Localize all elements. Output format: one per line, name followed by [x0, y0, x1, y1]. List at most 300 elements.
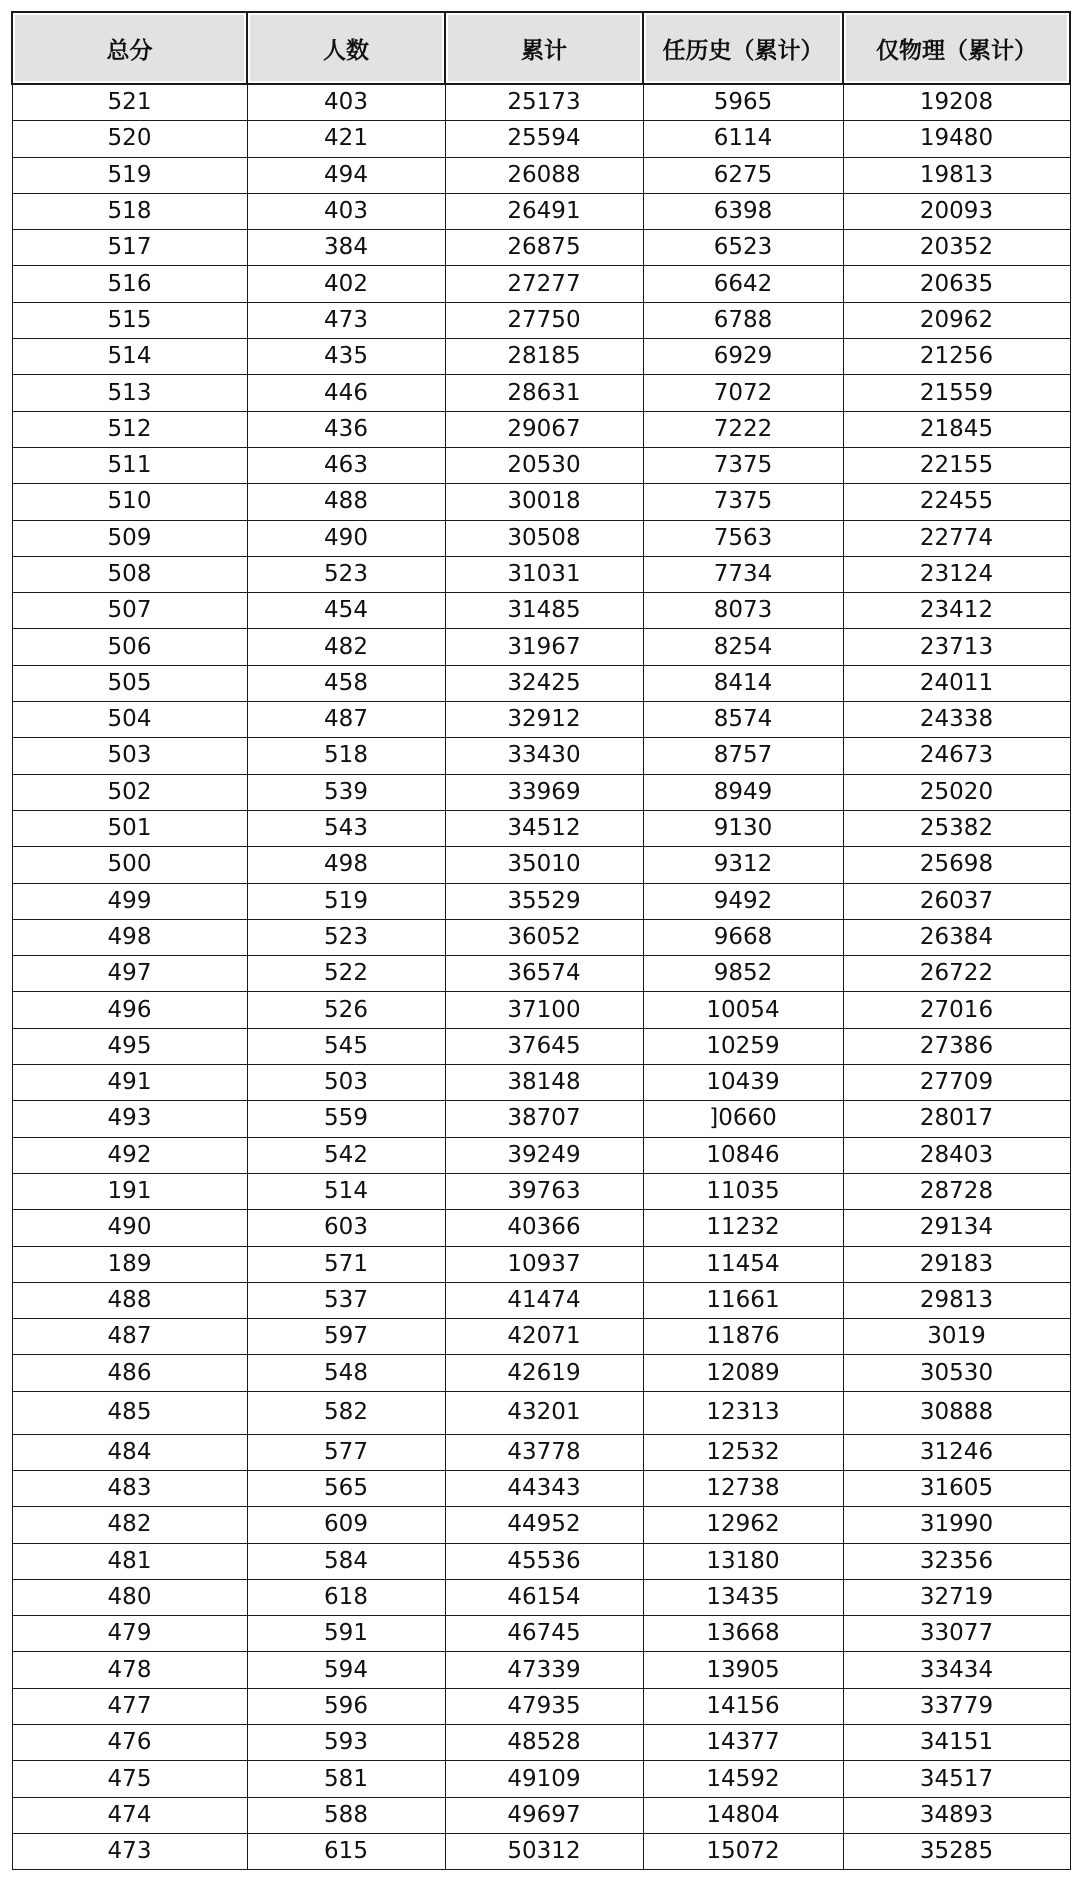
table-row [12, 593, 1070, 629]
table-row [12, 302, 1070, 338]
cell-total-score: 473 [12, 1833, 247, 1869]
cell-count: 526 [247, 992, 445, 1028]
cell-cumulative: 26875 [445, 230, 643, 266]
table-row [12, 1434, 1070, 1470]
table-row [12, 1761, 1070, 1797]
cell-count: 615 [247, 1833, 445, 1869]
table-row [12, 883, 1070, 919]
table-row [12, 1065, 1070, 1101]
table-row [12, 992, 1070, 1028]
cell-count: 577 [247, 1434, 445, 1470]
cell-cumulative: 27277 [445, 266, 643, 302]
cell-physics-cumulative: 23124 [843, 556, 1070, 592]
cell-history-cumulative: 7222 [643, 411, 843, 447]
table-row [12, 1652, 1070, 1688]
cell-count: 435 [247, 339, 445, 375]
cell-total-score: 509 [12, 520, 247, 556]
cell-count: 571 [247, 1246, 445, 1282]
cell-total-score: 503 [12, 738, 247, 774]
cell-cumulative: 38707 [445, 1101, 643, 1137]
cell-total-score: 506 [12, 629, 247, 665]
cell-total-score: 485 [12, 1391, 247, 1434]
cell-count: 403 [247, 193, 445, 229]
cell-history-cumulative: 9130 [643, 810, 843, 846]
cell-cumulative: 46154 [445, 1579, 643, 1615]
cell-history-cumulative: 8949 [643, 774, 843, 810]
cell-total-score: 510 [12, 484, 247, 520]
cell-physics-cumulative: 19208 [843, 84, 1070, 121]
cell-count: 522 [247, 956, 445, 992]
cell-history-cumulative: 8757 [643, 738, 843, 774]
table-row [12, 665, 1070, 701]
cell-count: 402 [247, 266, 445, 302]
cell-cumulative: 35529 [445, 883, 643, 919]
cell-cumulative: 43778 [445, 1434, 643, 1470]
cell-physics-cumulative: 27386 [843, 1028, 1070, 1064]
cell-physics-cumulative: 29183 [843, 1246, 1070, 1282]
cell-physics-cumulative: 24673 [843, 738, 1070, 774]
cell-count: 539 [247, 774, 445, 810]
cell-cumulative: 33430 [445, 738, 643, 774]
cell-history-cumulative: 12738 [643, 1470, 843, 1506]
cell-cumulative: 36574 [445, 956, 643, 992]
cell-total-score: 492 [12, 1137, 247, 1173]
table-row [12, 484, 1070, 520]
cell-physics-cumulative: 28728 [843, 1173, 1070, 1209]
cell-cumulative: 31031 [445, 556, 643, 592]
cell-cumulative: 42619 [445, 1355, 643, 1391]
cell-history-cumulative: 6523 [643, 230, 843, 266]
table-row [12, 1319, 1070, 1355]
cell-history-cumulative: 14377 [643, 1725, 843, 1761]
cell-cumulative: 48528 [445, 1725, 643, 1761]
cell-physics-cumulative: 27709 [843, 1065, 1070, 1101]
cell-physics-cumulative: 19813 [843, 157, 1070, 193]
cell-cumulative: 31967 [445, 629, 643, 665]
table-row [12, 1616, 1070, 1652]
table-row [12, 1101, 1070, 1137]
cell-history-cumulative: 11454 [643, 1246, 843, 1282]
cell-total-score: 517 [12, 230, 247, 266]
cell-cumulative: 32425 [445, 665, 643, 701]
cell-total-score: 515 [12, 302, 247, 338]
table-row [12, 84, 1070, 121]
table-row [12, 1391, 1070, 1434]
cell-total-score: 502 [12, 774, 247, 810]
cell-total-score: 504 [12, 702, 247, 738]
cell-history-cumulative: 7563 [643, 520, 843, 556]
cell-count: 588 [247, 1797, 445, 1833]
cell-physics-cumulative: 21845 [843, 411, 1070, 447]
cell-count: 548 [247, 1355, 445, 1391]
table-row [12, 847, 1070, 883]
cell-total-score: 498 [12, 919, 247, 955]
cell-cumulative: 36052 [445, 919, 643, 955]
cell-count: 482 [247, 629, 445, 665]
cell-cumulative: 42071 [445, 1319, 643, 1355]
table-row [12, 556, 1070, 592]
cell-physics-cumulative: 29134 [843, 1210, 1070, 1246]
cell-physics-cumulative: 34517 [843, 1761, 1070, 1797]
table-row [12, 1797, 1070, 1833]
cell-count: 518 [247, 738, 445, 774]
cell-total-score: 476 [12, 1725, 247, 1761]
cell-count: 591 [247, 1616, 445, 1652]
cell-history-cumulative: 6642 [643, 266, 843, 302]
cell-cumulative: 39249 [445, 1137, 643, 1173]
cell-physics-cumulative: 20352 [843, 230, 1070, 266]
cell-cumulative: 20530 [445, 447, 643, 483]
cell-cumulative: 47935 [445, 1688, 643, 1724]
table-row [12, 629, 1070, 665]
cell-total-score: 513 [12, 375, 247, 411]
cell-cumulative: 32912 [445, 702, 643, 738]
cell-total-score: 514 [12, 339, 247, 375]
cell-history-cumulative: 9492 [643, 883, 843, 919]
table-row [12, 1282, 1070, 1318]
cell-cumulative: 28185 [445, 339, 643, 375]
table-row [12, 339, 1070, 375]
cell-count: 436 [247, 411, 445, 447]
cell-cumulative: 40366 [445, 1210, 643, 1246]
cell-total-score: 496 [12, 992, 247, 1028]
cell-cumulative: 27750 [445, 302, 643, 338]
cell-count: 542 [247, 1137, 445, 1173]
cell-physics-cumulative: 30888 [843, 1391, 1070, 1434]
cell-physics-cumulative: 24011 [843, 665, 1070, 701]
table-row [12, 121, 1070, 157]
cell-total-score: 477 [12, 1688, 247, 1724]
cell-physics-cumulative: 31605 [843, 1470, 1070, 1506]
cell-physics-cumulative: 20093 [843, 193, 1070, 229]
table-row [12, 375, 1070, 411]
cell-physics-cumulative: 21559 [843, 375, 1070, 411]
cell-cumulative: 28631 [445, 375, 643, 411]
cell-count: 581 [247, 1761, 445, 1797]
table-row [12, 1137, 1070, 1173]
cell-total-score: 474 [12, 1797, 247, 1833]
cell-physics-cumulative: 19480 [843, 121, 1070, 157]
cell-cumulative: 26088 [445, 157, 643, 193]
cell-physics-cumulative: 33434 [843, 1652, 1070, 1688]
cell-physics-cumulative: 32719 [843, 1579, 1070, 1615]
cell-cumulative: 46745 [445, 1616, 643, 1652]
cell-count: 584 [247, 1543, 445, 1579]
cell-history-cumulative: 12962 [643, 1507, 843, 1543]
cell-physics-cumulative: 22455 [843, 484, 1070, 520]
cell-total-score: 491 [12, 1065, 247, 1101]
cell-count: 421 [247, 121, 445, 157]
cell-count: 594 [247, 1652, 445, 1688]
table-row [12, 447, 1070, 483]
cell-cumulative: 29067 [445, 411, 643, 447]
cell-count: 603 [247, 1210, 445, 1246]
cell-count: 463 [247, 447, 445, 483]
cell-total-score: 478 [12, 1652, 247, 1688]
cell-physics-cumulative: 29813 [843, 1282, 1070, 1318]
table-row [12, 702, 1070, 738]
cell-count: 596 [247, 1688, 445, 1724]
cell-history-cumulative: 15072 [643, 1833, 843, 1869]
cell-history-cumulative: 13668 [643, 1616, 843, 1652]
cell-count: 473 [247, 302, 445, 338]
cell-history-cumulative: 6275 [643, 157, 843, 193]
cell-total-score: 495 [12, 1028, 247, 1064]
table-row [12, 919, 1070, 955]
cell-history-cumulative: 11232 [643, 1210, 843, 1246]
cell-total-score: 484 [12, 1434, 247, 1470]
cell-physics-cumulative: 28403 [843, 1137, 1070, 1173]
cell-history-cumulative: 6398 [643, 193, 843, 229]
table-row [12, 1725, 1070, 1761]
cell-physics-cumulative: 25698 [843, 847, 1070, 883]
cell-count: 446 [247, 375, 445, 411]
cell-physics-cumulative: 31990 [843, 1507, 1070, 1543]
cell-history-cumulative: 9668 [643, 919, 843, 955]
cell-total-score: 505 [12, 665, 247, 701]
cell-count: 565 [247, 1470, 445, 1506]
cell-total-score: 497 [12, 956, 247, 992]
cell-total-score: 487 [12, 1319, 247, 1355]
table-row [12, 1028, 1070, 1064]
cell-physics-cumulative: 33077 [843, 1616, 1070, 1652]
table-row [12, 1579, 1070, 1615]
table-row [12, 738, 1070, 774]
cell-total-score: 516 [12, 266, 247, 302]
cell-total-score: 493 [12, 1101, 247, 1137]
cell-physics-cumulative: 21256 [843, 339, 1070, 375]
cell-physics-cumulative: 26037 [843, 883, 1070, 919]
cell-history-cumulative: 9852 [643, 956, 843, 992]
table-row [12, 1355, 1070, 1391]
cell-cumulative: 25594 [445, 121, 643, 157]
cell-history-cumulative: 14156 [643, 1688, 843, 1724]
cell-count: 494 [247, 157, 445, 193]
cell-history-cumulative: ]0660 [643, 1101, 843, 1137]
cell-history-cumulative: 6929 [643, 339, 843, 375]
cell-history-cumulative: 13905 [643, 1652, 843, 1688]
cell-history-cumulative: 10846 [643, 1137, 843, 1173]
cell-cumulative: 50312 [445, 1833, 643, 1869]
header-cumulative: 累计 [445, 12, 643, 84]
cell-total-score: 189 [12, 1246, 247, 1282]
cell-total-score: 479 [12, 1616, 247, 1652]
cell-cumulative: 37645 [445, 1028, 643, 1064]
cell-cumulative: 26491 [445, 193, 643, 229]
cell-physics-cumulative: 31246 [843, 1434, 1070, 1470]
cell-history-cumulative: 10439 [643, 1065, 843, 1101]
cell-history-cumulative: 13435 [643, 1579, 843, 1615]
cell-count: 490 [247, 520, 445, 556]
cell-count: 519 [247, 883, 445, 919]
cell-physics-cumulative: 34151 [843, 1725, 1070, 1761]
table-row [12, 1246, 1070, 1282]
cell-history-cumulative: 10259 [643, 1028, 843, 1064]
cell-total-score: 518 [12, 193, 247, 229]
cell-count: 514 [247, 1173, 445, 1209]
table-body [12, 84, 1070, 1870]
cell-count: 593 [247, 1725, 445, 1761]
cell-physics-cumulative: 32356 [843, 1543, 1070, 1579]
cell-history-cumulative: 12532 [643, 1434, 843, 1470]
cell-physics-cumulative: 20962 [843, 302, 1070, 338]
cell-physics-cumulative: 28017 [843, 1101, 1070, 1137]
cell-count: 487 [247, 702, 445, 738]
cell-cumulative: 38148 [445, 1065, 643, 1101]
cell-physics-cumulative: 26384 [843, 919, 1070, 955]
cell-physics-cumulative: 23713 [843, 629, 1070, 665]
cell-history-cumulative: 13180 [643, 1543, 843, 1579]
header-physics-cumulative: 仅物理（累计） [843, 12, 1070, 84]
cell-total-score: 483 [12, 1470, 247, 1506]
cell-physics-cumulative: 25382 [843, 810, 1070, 846]
cell-count: 618 [247, 1579, 445, 1615]
cell-cumulative: 30508 [445, 520, 643, 556]
cell-count: 597 [247, 1319, 445, 1355]
cell-count: 523 [247, 919, 445, 955]
table-row [12, 230, 1070, 266]
cell-total-score: 480 [12, 1579, 247, 1615]
table-row [12, 157, 1070, 193]
header-history-cumulative: 任历史（累计） [643, 12, 843, 84]
cell-cumulative: 34512 [445, 810, 643, 846]
cell-physics-cumulative: 24338 [843, 702, 1070, 738]
cell-count: 498 [247, 847, 445, 883]
cell-cumulative: 37100 [445, 992, 643, 1028]
cell-count: 458 [247, 665, 445, 701]
table-header [12, 12, 1070, 84]
cell-total-score: 519 [12, 157, 247, 193]
table-row [12, 1688, 1070, 1724]
cell-physics-cumulative: 26722 [843, 956, 1070, 992]
table-row [12, 1507, 1070, 1543]
cell-cumulative: 49109 [445, 1761, 643, 1797]
cell-cumulative: 25173 [445, 84, 643, 121]
cell-total-score: 488 [12, 1282, 247, 1318]
cell-cumulative: 30018 [445, 484, 643, 520]
cell-total-score: 499 [12, 883, 247, 919]
cell-cumulative: 44343 [445, 1470, 643, 1506]
cell-cumulative: 44952 [445, 1507, 643, 1543]
table-row [12, 1210, 1070, 1246]
cell-history-cumulative: 8574 [643, 702, 843, 738]
cell-history-cumulative: 7734 [643, 556, 843, 592]
cell-cumulative: 10937 [445, 1246, 643, 1282]
cell-history-cumulative: 8254 [643, 629, 843, 665]
table-row [12, 520, 1070, 556]
table-row [12, 411, 1070, 447]
cell-physics-cumulative: 25020 [843, 774, 1070, 810]
cell-total-score: 486 [12, 1355, 247, 1391]
cell-physics-cumulative: 27016 [843, 992, 1070, 1028]
table-row [12, 1470, 1070, 1506]
cell-count: 403 [247, 84, 445, 121]
cell-physics-cumulative: 35285 [843, 1833, 1070, 1869]
header-row [12, 12, 1070, 84]
cell-count: 503 [247, 1065, 445, 1101]
score-table [11, 11, 1071, 1870]
cell-total-score: 512 [12, 411, 247, 447]
header-total-score: 总分 [12, 12, 247, 84]
cell-physics-cumulative: 22774 [843, 520, 1070, 556]
table-row [12, 193, 1070, 229]
cell-history-cumulative: 9312 [643, 847, 843, 883]
cell-cumulative: 47339 [445, 1652, 643, 1688]
cell-total-score: 511 [12, 447, 247, 483]
cell-history-cumulative: 12313 [643, 1391, 843, 1434]
cell-history-cumulative: 5965 [643, 84, 843, 121]
cell-count: 537 [247, 1282, 445, 1318]
table-row [12, 810, 1070, 846]
cell-cumulative: 39763 [445, 1173, 643, 1209]
cell-history-cumulative: 7375 [643, 447, 843, 483]
cell-history-cumulative: 11035 [643, 1173, 843, 1209]
cell-count: 559 [247, 1101, 445, 1137]
cell-cumulative: 41474 [445, 1282, 643, 1318]
cell-total-score: 482 [12, 1507, 247, 1543]
cell-cumulative: 35010 [445, 847, 643, 883]
cell-cumulative: 43201 [445, 1391, 643, 1434]
cell-count: 543 [247, 810, 445, 846]
cell-count: 545 [247, 1028, 445, 1064]
cell-history-cumulative: 7375 [643, 484, 843, 520]
cell-history-cumulative: 14592 [643, 1761, 843, 1797]
cell-physics-cumulative: 23412 [843, 593, 1070, 629]
cell-physics-cumulative: 3019 [843, 1319, 1070, 1355]
cell-total-score: 500 [12, 847, 247, 883]
table-row [12, 1173, 1070, 1209]
cell-count: 582 [247, 1391, 445, 1434]
cell-total-score: 501 [12, 810, 247, 846]
cell-history-cumulative: 11876 [643, 1319, 843, 1355]
cell-history-cumulative: 12089 [643, 1355, 843, 1391]
cell-history-cumulative: 7072 [643, 375, 843, 411]
table-row [12, 1543, 1070, 1579]
cell-total-score: 508 [12, 556, 247, 592]
cell-cumulative: 45536 [445, 1543, 643, 1579]
table-row [12, 774, 1070, 810]
cell-history-cumulative: 14804 [643, 1797, 843, 1833]
cell-total-score: 191 [12, 1173, 247, 1209]
cell-history-cumulative: 6114 [643, 121, 843, 157]
table-row [12, 956, 1070, 992]
cell-history-cumulative: 8414 [643, 665, 843, 701]
cell-total-score: 521 [12, 84, 247, 121]
cell-physics-cumulative: 20635 [843, 266, 1070, 302]
table-row [12, 1833, 1070, 1869]
cell-history-cumulative: 10054 [643, 992, 843, 1028]
table-row [12, 266, 1070, 302]
cell-count: 523 [247, 556, 445, 592]
cell-count: 488 [247, 484, 445, 520]
cell-physics-cumulative: 30530 [843, 1355, 1070, 1391]
cell-total-score: 475 [12, 1761, 247, 1797]
cell-physics-cumulative: 22155 [843, 447, 1070, 483]
cell-history-cumulative: 8073 [643, 593, 843, 629]
cell-cumulative: 49697 [445, 1797, 643, 1833]
cell-count: 454 [247, 593, 445, 629]
cell-count: 609 [247, 1507, 445, 1543]
cell-history-cumulative: 6788 [643, 302, 843, 338]
header-count: 人数 [247, 12, 445, 84]
cell-total-score: 507 [12, 593, 247, 629]
cell-physics-cumulative: 33779 [843, 1688, 1070, 1724]
cell-cumulative: 33969 [445, 774, 643, 810]
cell-total-score: 481 [12, 1543, 247, 1579]
cell-physics-cumulative: 34893 [843, 1797, 1070, 1833]
cell-total-score: 490 [12, 1210, 247, 1246]
cell-total-score: 520 [12, 121, 247, 157]
